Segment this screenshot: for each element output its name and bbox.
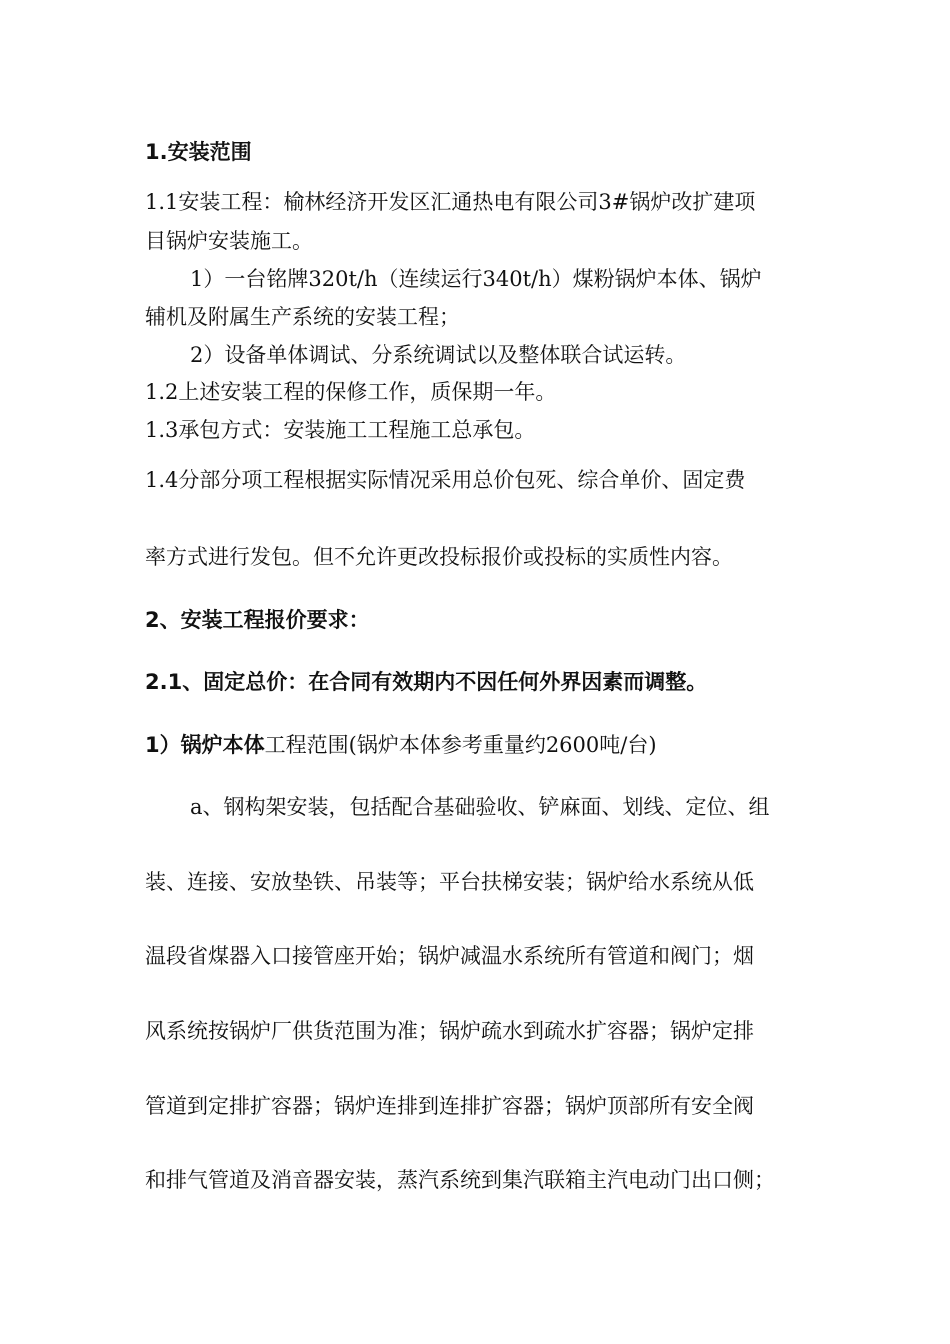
item1-line <box>145 731 657 759</box>
clause-1-1-item2: 2）设备单体调试、分系统调试以及整体联合试运转。 <box>190 343 687 367</box>
clause-1-1-line2: 目锅炉安装施工。 <box>145 229 313 253</box>
para-a-line: 温段省煤器入口接管座开始；锅炉减温水系统所有管道和阀门；烟 <box>145 944 754 968</box>
para-a-line: a、钢构架安装，包括配合基础验收、铲麻面、划线、定位、组 <box>190 795 770 819</box>
clause-1-2: 1.2上述安装工程的保修工作，质保期一年。 <box>145 380 557 404</box>
clause-2-1-heading: 2.1、固定总价：在合同有效期内不因任何外界因素而调整。 <box>145 670 708 694</box>
section2-heading: 2、安装工程报价要求： <box>145 608 370 632</box>
clause-1-4-line1: 1.4分部分项工程根据实际情况采用总价包死、综合单价、固定费 <box>145 468 746 492</box>
para-a-line: 管道到定排扩容器；锅炉连排到连排扩容器；锅炉顶部所有安全阀 <box>145 1094 754 1118</box>
clause-1-4-line2: 率方式进行发包。但不允许更改投标报价或投标的实质性内容。 <box>145 545 733 569</box>
para-a-line: 装、连接、安放垫铁、吊装等；平台扶梯安装；锅炉给水系统从低 <box>145 870 754 894</box>
clause-1-1-line1: 1.1安装工程：榆林经济开发区汇通热电有限公司3#锅炉改扩建项 <box>145 190 756 214</box>
section1-heading: 1.安装范围 <box>145 140 252 164</box>
clause-1-1-item1-line1: 1）一台铭牌320t/h（连续运行340t/h）煤粉锅炉本体、锅炉 <box>190 267 762 291</box>
clause-1-1-item1-line2: 辅机及附属生产系统的安装工程； <box>145 305 460 329</box>
item1-title: 1）锅炉本体 <box>145 733 265 757</box>
para-a-line: 风系统按锅炉厂供货范围为准；锅炉疏水到疏水扩容器；锅炉定排 <box>145 1019 754 1043</box>
clause-1-3: 1.3承包方式：安装施工工程施工总承包。 <box>145 418 536 442</box>
item1-scope: 工程范围(锅炉本体参考重量约2600吨/台) <box>264 733 657 757</box>
para-a-line: 和排气管道及消音器安装，蒸汽系统到集汽联箱主汽电动门出口侧； <box>145 1168 775 1192</box>
